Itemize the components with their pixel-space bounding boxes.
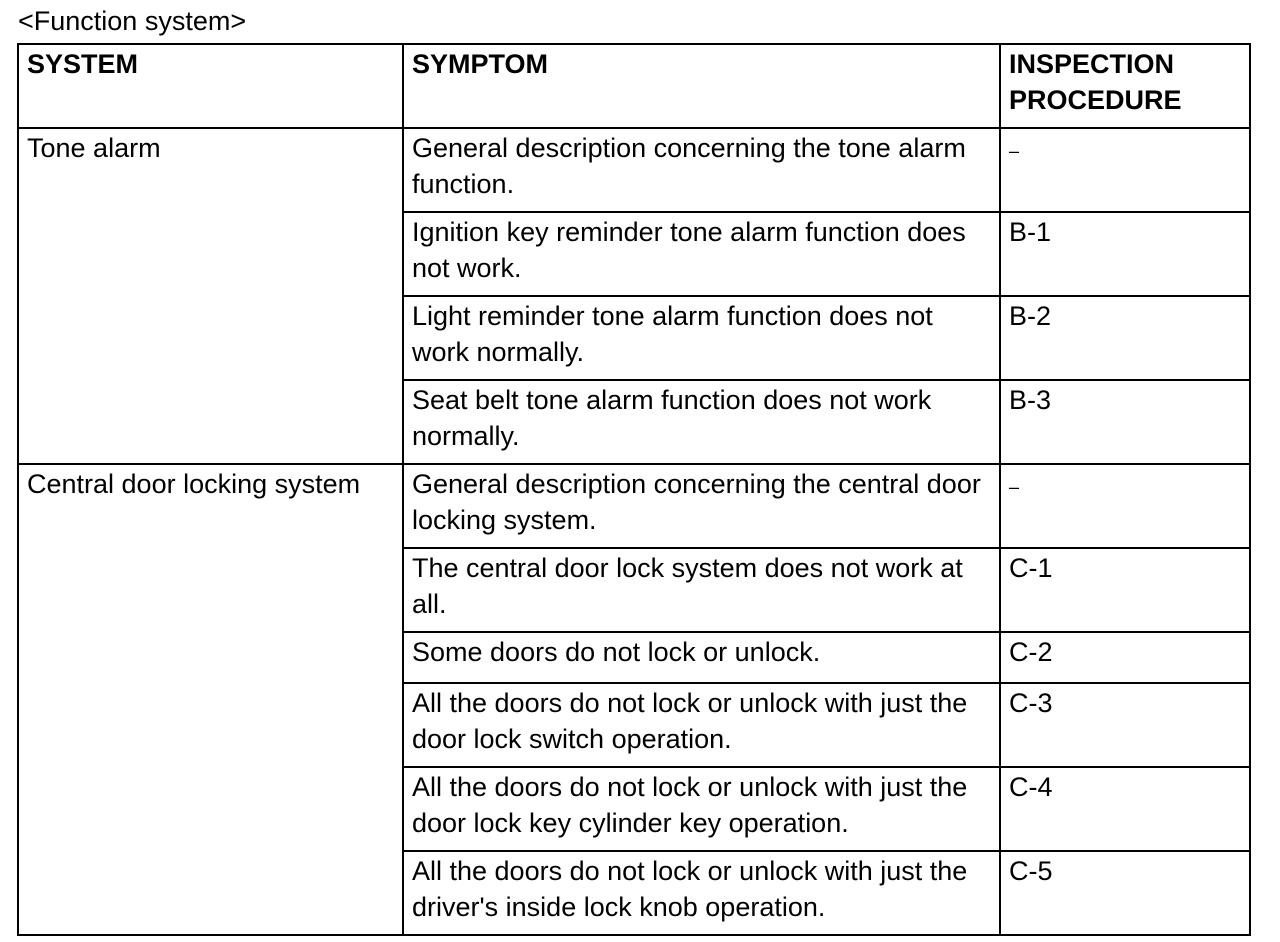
procedure-cell: C-2 [1000,632,1250,683]
header-symptom: SYMPTOM [403,44,1000,128]
system-cell-tone-alarm: Tone alarm [18,128,403,464]
header-system: SYSTEM [18,44,403,128]
header-procedure-line1: INSPECTION [1009,49,1175,79]
header-row [18,44,1250,128]
procedure-cell: C-1 [1000,548,1250,632]
symptom-cell: The central door lock system does not work at all. [403,548,1000,632]
table-row [18,464,1250,548]
symptom-cell: Some doors do not lock or unlock. [403,632,1000,683]
procedure-cell: C-3 [1000,683,1250,767]
symptom-cell: All the doors do not lock or unlock with just the driver's inside lock knob operation. [403,851,1000,935]
symptom-cell: General description concerning the central door locking system. [403,464,1000,548]
procedure-dash: – [1009,141,1020,161]
procedure-cell: B-2 [1000,296,1250,380]
procedure-cell: C-4 [1000,767,1250,851]
header-inspection-procedure [1000,44,1250,128]
procedure-cell: B-1 [1000,212,1250,296]
table-caption: <Function system> [18,6,247,36]
symptom-cell: All the doors do not lock or unlock with just the door lock key cylinder key operation. [403,767,1000,851]
function-system-table [17,43,1251,936]
symptom-cell: All the doors do not lock or unlock with just the door lock switch operation. [403,683,1000,767]
symptom-cell: Seat belt tone alarm function does not work normally. [403,380,1000,464]
procedure-cell: C-5 [1000,851,1250,935]
system-cell-central-door-locking: Central door locking system [18,464,403,935]
symptom-cell: General description concerning the tone alarm function. [403,128,1000,212]
procedure-cell [1000,128,1250,212]
symptom-cell: Ignition key reminder tone alarm function does not work. [403,212,1000,296]
header-procedure-line2: PROCEDURE [1009,85,1182,115]
procedure-cell: B-3 [1000,380,1250,464]
procedure-dash: – [1009,477,1020,497]
table-row [18,128,1250,212]
symptom-cell: Light reminder tone alarm function does not work normally. [403,296,1000,380]
procedure-cell [1000,464,1250,548]
